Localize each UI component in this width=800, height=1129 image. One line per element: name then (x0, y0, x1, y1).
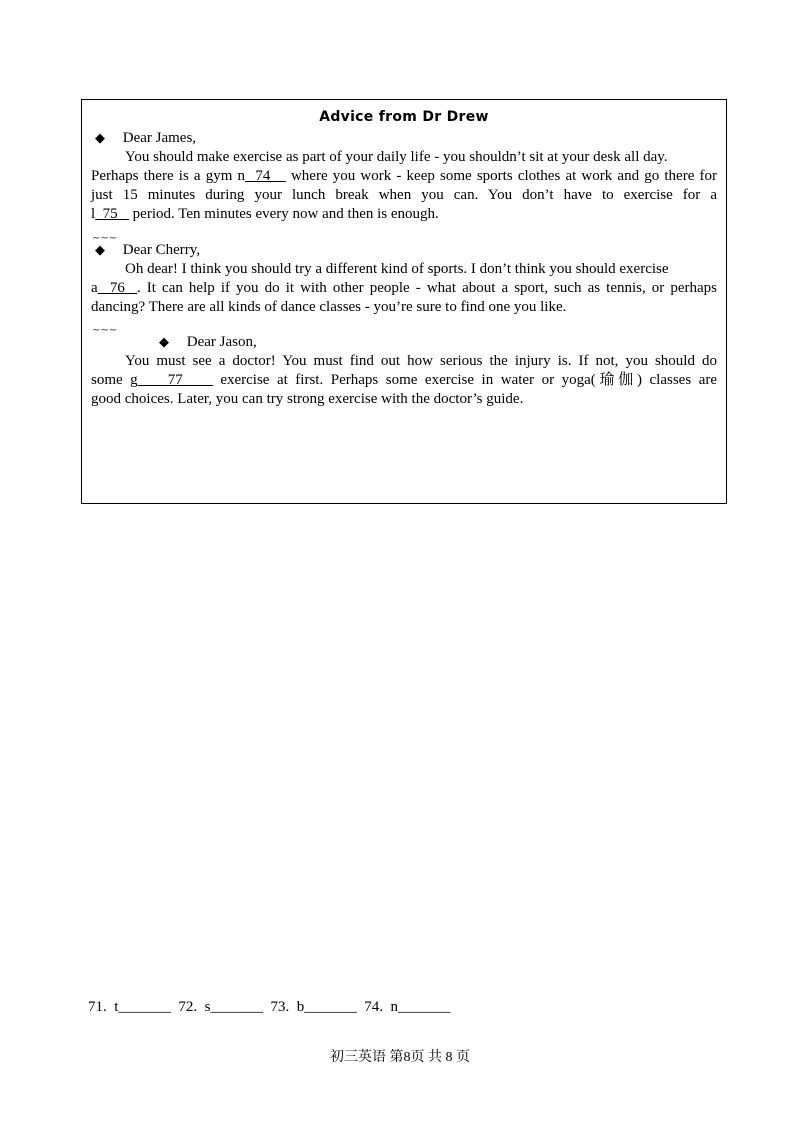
letter-1-line-1: You should make exercise as part of your daily life - you shouldn’t sit at your desk all day. (125, 149, 668, 165)
wavy-mark-icon: ~~~ (92, 233, 118, 244)
letter-1-line-4: l 75 period. Ten minutes every now and then is enough. (91, 206, 439, 222)
letter-3-line-2: some g 77 exercise at first. Perhaps some exercise in water or yoga(瑜伽) classes are (91, 372, 718, 388)
diamond-bullet-icon: ◆ (159, 335, 169, 350)
letter-2-line-3: dancing? There are all kinds of dance classes - you’re sure to find one you like. (91, 299, 567, 315)
wavy-mark-icon: ~~~ (92, 325, 118, 336)
passage-title: Advice from Dr Drew (319, 109, 489, 125)
blank-77: 77 (167, 372, 183, 388)
page-footer: 初三英语 第8页 共 8 页 (330, 1050, 470, 1065)
blank-75: 75 (102, 206, 118, 222)
passage-box (81, 99, 727, 504)
letter-2-line-1: Oh dear! I think you should try a different kind of sports. I don’t think you should exercise (125, 261, 669, 277)
letter-1-line-2: Perhaps there is a gym n 74 where you work - keep some sports clothes at work and go there for (91, 168, 717, 184)
letter-3-greeting: Dear Jason, (186, 334, 257, 350)
diamond-bullet-icon: ◆ (95, 131, 105, 146)
diamond-bullet-icon: ◆ (95, 243, 105, 258)
letter-2-greeting-row (95, 241, 726, 260)
letter-2-greeting: Dear Cherry, (122, 242, 201, 258)
letter-3-greeting-row (159, 333, 726, 352)
letter-1-greeting: Dear James, (122, 130, 197, 146)
letter-1-greeting-row (95, 129, 726, 148)
answer-blanks-line: 71. t_______ 72. s_______ 73. b_______ 74. n_______ (88, 999, 451, 1015)
letter-2-line-2: a 76 . It can help if you do it with other people - what about a sport, such as tennis, or perhaps (91, 280, 718, 296)
blank-76: 76 (109, 280, 125, 296)
letter-3-line-1: You must see a doctor! You must find out how serious the injury is. If not, you should do (125, 353, 717, 369)
letter-3-line-3: good choices. Later, you can try strong exercise with the doctor’s guide. (91, 391, 524, 407)
letter-1-line-3: just 15 minutes during your lunch break when you can. You don’t have to exercise for a (91, 187, 717, 203)
blank-74: 74 (255, 168, 271, 184)
